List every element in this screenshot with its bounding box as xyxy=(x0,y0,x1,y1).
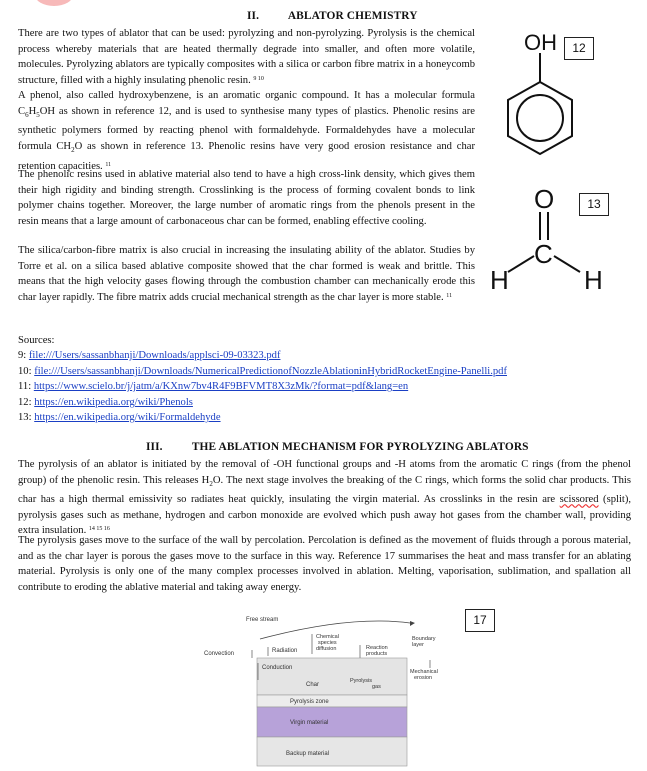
boundary-layer-label: layer xyxy=(412,642,424,648)
single-bond-line xyxy=(554,256,580,272)
decorative-pink-shape xyxy=(35,0,73,6)
citation-superscript: 11 xyxy=(105,161,112,168)
subscript: 2 xyxy=(209,479,213,488)
source-number: 10: xyxy=(18,366,32,377)
source-item xyxy=(18,350,280,361)
subscript: 2 xyxy=(71,146,75,154)
paragraph-text: H xyxy=(28,105,37,117)
char-layer xyxy=(257,658,407,695)
subscript: 6 xyxy=(25,110,29,119)
paragraph-text: The silica/carbon-fibre matrix is also crucial in increasing the insulating ability of the ablator. Studies by Torre et al. on a silica based ablative composite showed that the char formed is weak and brittle. This means that the high velocity gases flowing through the combustion chamber can mechanically erode this char layer rapidly. The fibre matrix adds crucial mechanical strength as the char layer is more stable. xyxy=(18,245,475,303)
source-link[interactable]: file:///Users/sassanbhanji/Downloads/applsci-09-03323.pdf xyxy=(28,350,281,361)
mechanical-erosion-label: Mechanical xyxy=(410,669,438,675)
ablation-diagram xyxy=(200,610,460,768)
source-link[interactable]: file:///Users/sassanbhanji/Downloads/NumericalPredictionofNozzleAblationinHybridRocketEngine-Panelli.pdf xyxy=(34,366,507,377)
section-3-paragraph-2: The pyrolysis gases move to the surface of the wall by percolation. Percolation is defined as the movement of fluids through a porous material, and as the char layer is porous the gases move to the surface in this way. Reference 17 summarises the heat and mass transfer for an ablating material. Pyrolysis is only one of the many complex processes involved in ablation. Melting, vaporisation, sublimation, and spallation all contribute to eroding the ablative material and taking away energy. xyxy=(18,535,631,593)
single-bond-line xyxy=(508,256,534,272)
pyrolysis-zone-layer xyxy=(257,695,407,707)
source-number: 9: xyxy=(18,350,27,361)
section-2-title: II. ABLATOR CHEMISTRY xyxy=(247,10,418,22)
arrow-head xyxy=(410,621,415,626)
source-number: 11: xyxy=(18,381,32,392)
carbon-label: C xyxy=(534,239,553,269)
aromatic-circle xyxy=(517,95,563,141)
source-number: 12: xyxy=(18,397,32,408)
pyrolysis-gas-label: Pyrolysis xyxy=(350,678,373,684)
paragraph-text: O. The next stage involves the breaking of the C rings, which forms the solid char products. This char has a high thermal emissivity so radiates heat quickly, insulating the virgin material. As crosslinks in the resin are xyxy=(18,474,631,506)
convection-label: Convection xyxy=(204,651,235,657)
chemical-species-label: diffusion xyxy=(316,646,337,652)
section-2-paragraph-1 xyxy=(18,26,475,88)
free-stream-label: Free stream xyxy=(246,617,279,623)
paragraph-text: A phenol, also called hydroxybenzene, is an aromatic organic compound. It has a molecular formula C xyxy=(18,90,475,117)
paragraph-text: OH as shown in reference 12, and is used to synthesise many types of plastics. Phenolic resins are synthetic polymers formed by reacting phenol with formaldehyde. Formaldehydes have a molecular formula CH xyxy=(18,105,475,152)
mechanical-erosion-label: erosion xyxy=(414,675,433,681)
section-3-title: III. THE ABLATION MECHANISM FOR PYROLYZING ABLATORS xyxy=(146,441,529,453)
misspelled-word[interactable]: scissored xyxy=(559,494,599,506)
paragraph-text: (split), pyrolysis gases such as methane, hydrogen and carbon monoxide are evolved which push away hot gases from the chamber wall, providing extra insulation. xyxy=(18,494,632,537)
paragraph-text: There are two types of ablator that can be used: pyrolyzing and non-pyrolyzing. Pyrolysis is the chemical process whereby materials that are heated thermally degrade into smaller, and often more volatile, molecules. Pyrolyzing ablators are typically composites with a silica or carbon fibre matrix in a honeycomb structure, filled with a highly insulating phenolic resin. xyxy=(18,28,475,86)
source-item xyxy=(18,412,221,423)
chemical-species-label: species xyxy=(318,640,337,646)
oxygen-label: O xyxy=(534,184,555,214)
section-2-paragraph-3: The phenolic resins used in ablative material also tend to have a high cross-link density, which gives them their high rigidity and binding strength. Crosslinking is the process of forming covalent bonds to link polymer chains together. Moreover, the large number of aromatic rings from the phenols present in the resin means that a large amount of carbonaceous char can be formed, enabling effective cooling. xyxy=(18,169,475,227)
char-label: Char xyxy=(306,682,320,688)
source-number: 13: xyxy=(18,412,32,423)
radiation-label: Radiation xyxy=(272,648,298,654)
citation-superscript: 9 10 xyxy=(253,75,264,82)
source-item xyxy=(18,366,507,377)
paragraph-text: O as shown in reference 13. Phenolic resins have very good erosion resistance and char retention capacities. xyxy=(18,140,475,172)
reference-box-17: 17 xyxy=(465,609,495,632)
section-2-paragraph-4 xyxy=(18,243,475,305)
source-item xyxy=(18,397,193,408)
reaction-products-label: Reaction xyxy=(366,645,388,651)
section-2-paragraph-2 xyxy=(18,88,475,174)
reaction-products-label: products xyxy=(366,651,388,657)
source-item xyxy=(18,381,408,392)
chemical-species-label: Chemical xyxy=(316,634,339,640)
backup-material-layer xyxy=(257,737,407,766)
pyrolysis-zone-label: Pyrolysis zone xyxy=(290,699,329,705)
boundary-layer-label: Boundary xyxy=(412,636,436,642)
citation-superscript: 14 15 16 xyxy=(88,526,110,533)
source-link[interactable]: https://en.wikipedia.org/wiki/Formaldehyde xyxy=(34,412,221,423)
citation-superscript: 11 xyxy=(446,292,453,299)
section-3-paragraph-1 xyxy=(18,457,631,539)
virgin-material-label: Virgin material xyxy=(290,720,329,726)
virgin-material-layer xyxy=(257,707,407,737)
hydroxyl-label: OH xyxy=(524,30,557,55)
hydrogen-label-right: H xyxy=(584,265,603,295)
subscript: 5 xyxy=(36,110,40,119)
backup-material-label: Backup material xyxy=(286,751,330,757)
reference-box-12: 12 xyxy=(564,37,594,60)
source-link[interactable]: https://en.wikipedia.org/wiki/Phenols xyxy=(34,397,193,408)
reference-box-13: 13 xyxy=(579,193,609,216)
conduction-label: Conduction xyxy=(262,665,293,671)
source-link[interactable]: https://www.scielo.br/j/jatm/a/KXnw7bv4R4F9BFVMT8X3zMk/?format=pdf&lang=en xyxy=(33,381,409,392)
hydrogen-label-left: H xyxy=(490,265,509,295)
paragraph-text: The pyrolysis of an ablator is initiated by the removal of -OH functional groups and -H atoms from the aromatic C rings (from the phenol group) of the phenolic resin. This releases H xyxy=(18,459,631,486)
sources-heading: Sources: xyxy=(18,335,55,346)
pyrolysis-gas-label: gas xyxy=(372,684,381,690)
